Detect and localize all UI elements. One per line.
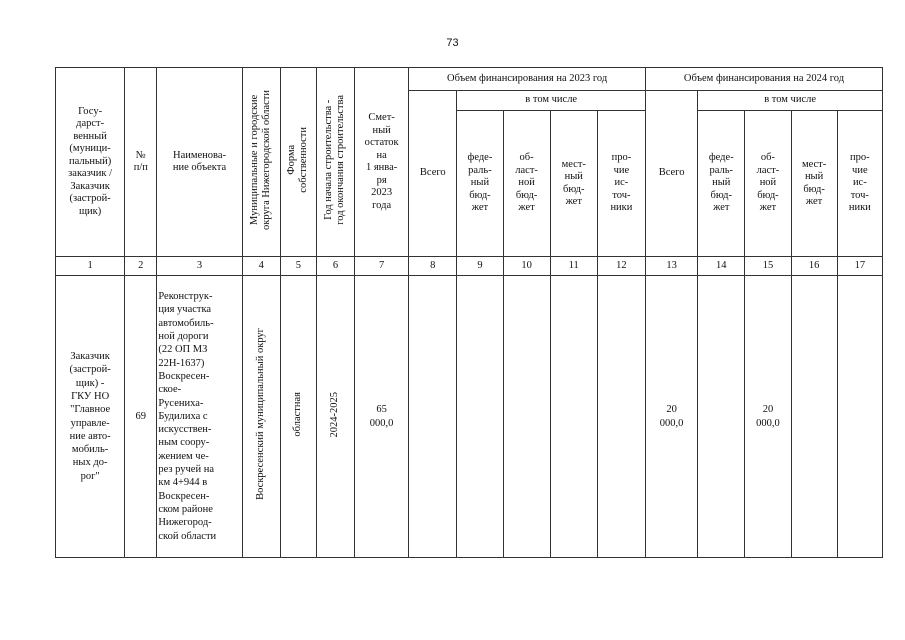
column-number: 9 — [457, 257, 503, 276]
table-row — [56, 276, 883, 558]
column-number: 4 — [242, 257, 280, 276]
header-regional-2023: об- ласт- ной бюд- жет — [503, 111, 550, 257]
cell-number: 69 — [125, 276, 157, 558]
header-financing-2023: Объем финансирования на 2023 год — [409, 68, 646, 91]
column-number: 7 — [355, 257, 409, 276]
column-number: 8 — [409, 257, 457, 276]
cell-object-name: Реконструк- ция участка автомобиль- ной дороги (22 ОП МЗ 22Н-1637) Воскресен- ское- Русениха- Будилиха с искусствен- ным соору- жением че- рез ручей на км 4+944 в Воскресен- ском районе Нижегород- ской области — [157, 276, 242, 558]
header-ownership: Форма собственности — [280, 68, 316, 257]
cell-local-2023 — [550, 276, 597, 558]
header-number: № п/п — [125, 68, 157, 257]
cell-total-2023 — [409, 276, 457, 558]
header-regional-2024: об- ласт- ной бюд- жет — [745, 111, 791, 257]
header-local-2023: мест- ный бюд- жет — [550, 111, 597, 257]
cell-customer: Заказчик (застрой- щик) - ГКУ НО "Главное управле- ние авто- мобиль- ных до- рог" — [56, 276, 125, 558]
column-number: 16 — [791, 257, 837, 276]
financing-table — [55, 67, 883, 558]
header-other-2024: про- чие ис- точ- ники — [837, 111, 882, 257]
header-remaining: Смет- ный остаток на 1 янва- ря 2023 года — [355, 68, 409, 257]
header-other-2023: про- чие ис- точ- ники — [597, 111, 645, 257]
column-number: 6 — [316, 257, 354, 276]
header-federal-2023: феде- раль- ный бюд- жет — [457, 111, 503, 257]
cell-total-2024: 20 000,0 — [646, 276, 698, 558]
column-number: 1 — [56, 257, 125, 276]
page-number: 73 — [446, 37, 459, 49]
header-including-2024: в том числе — [698, 91, 883, 111]
column-number: 17 — [837, 257, 882, 276]
header-including-2023: в том числе — [457, 91, 646, 111]
cell-ownership: областная — [280, 276, 316, 558]
header-federal-2024: феде- раль- ный бюд- жет — [698, 111, 745, 257]
cell-regional-2024: 20 000,0 — [745, 276, 791, 558]
header-years: Год начала строительства - год окончания строительства — [316, 68, 354, 257]
cell-municipality: Воскресенский муниципальный округ — [242, 276, 280, 558]
cell-other-2024 — [837, 276, 882, 558]
column-number: 13 — [646, 257, 698, 276]
column-number: 14 — [698, 257, 745, 276]
cell-remaining: 65 000,0 — [355, 276, 409, 558]
cell-other-2023 — [597, 276, 645, 558]
cell-regional-2023 — [503, 276, 550, 558]
column-number: 5 — [280, 257, 316, 276]
header-total-2023: Всего — [409, 91, 457, 257]
column-number: 15 — [745, 257, 791, 276]
cell-local-2024 — [791, 276, 837, 558]
header-financing-2024: Объем финансирования на 2024 год — [646, 68, 883, 91]
column-number: 11 — [550, 257, 597, 276]
cell-years: 2024-2025 — [316, 276, 354, 558]
header-total-2024: Всего — [646, 91, 698, 257]
column-number: 10 — [503, 257, 550, 276]
header-local-2024: мест- ный бюд- жет — [791, 111, 837, 257]
cell-federal-2023 — [457, 276, 503, 558]
column-number: 12 — [597, 257, 645, 276]
header-municipality: Муниципальные и городские округа Нижегородской области — [242, 68, 280, 257]
column-number: 2 — [125, 257, 157, 276]
column-number: 3 — [157, 257, 242, 276]
header-customer: Госу- дарст- венный (муници- пальный) заказчик / Заказчик (застрой- щик) — [56, 68, 125, 257]
cell-federal-2024 — [698, 276, 745, 558]
header-object-name: Наименова- ние объекта — [157, 68, 242, 257]
